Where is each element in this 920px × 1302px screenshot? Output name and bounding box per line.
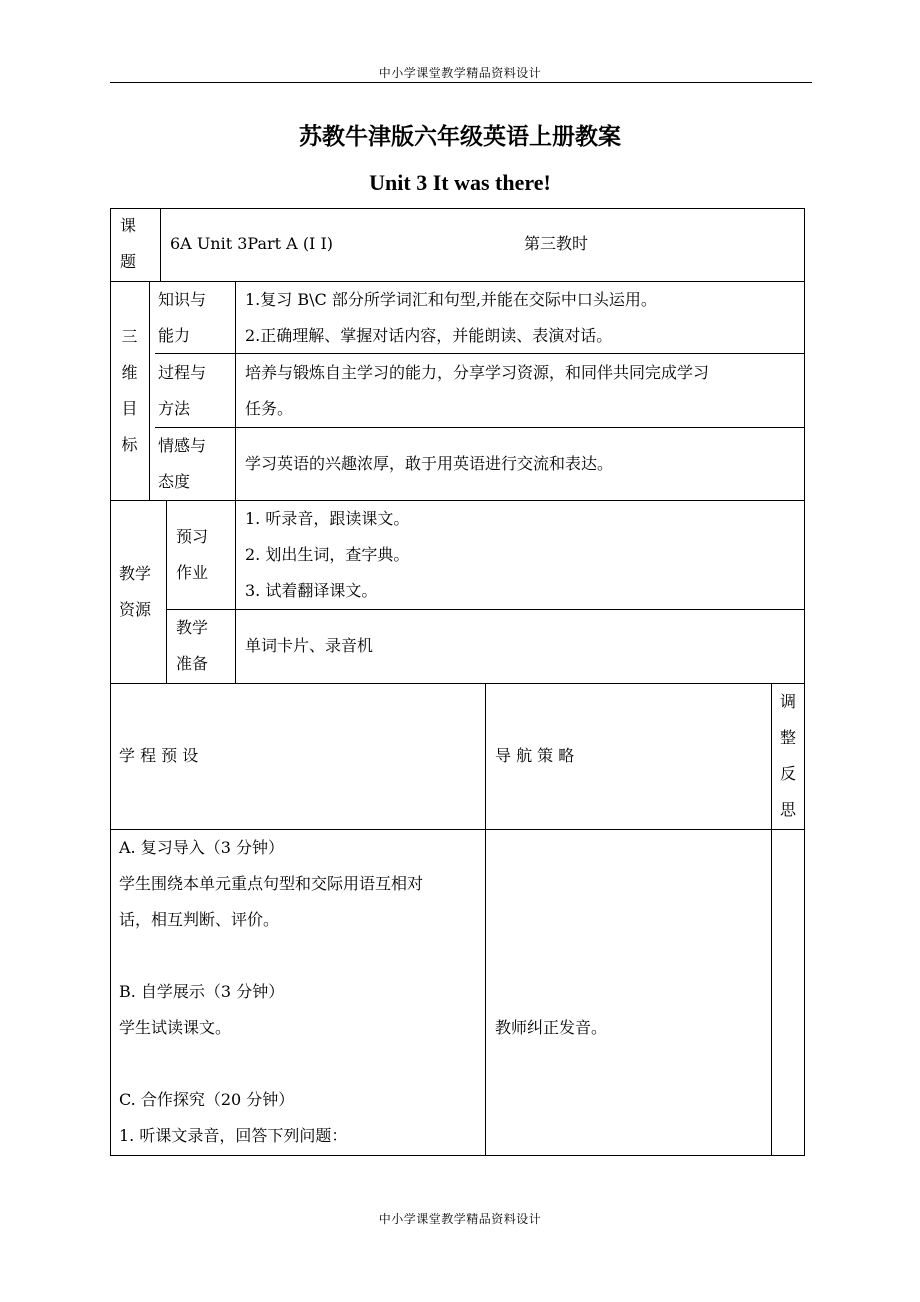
table-rule	[166, 609, 805, 610]
objective-label-process: 过程与 方法	[158, 363, 207, 418]
table-rule	[235, 281, 236, 500]
table-rule	[804, 208, 805, 1156]
table-rule	[160, 208, 161, 281]
lesson-plan-table	[110, 208, 805, 1156]
table-rule	[110, 683, 805, 684]
objective-content-emotion: 学习英语的兴趣浓厚，敢于用英语进行交流和表达。	[245, 454, 614, 473]
table-rule	[166, 500, 167, 683]
resource-label-prep: 教学 准备	[176, 618, 209, 673]
table-rule	[235, 500, 236, 683]
objectives-label: 三 维 目 标	[121, 327, 138, 454]
objective-content-process: 培养与锻炼自主学习的能力，分享学习资源，和同伴共同完成学习 任务。	[245, 363, 710, 418]
topic-value: 6A Unit 3Part A (I I)	[170, 234, 334, 253]
objective-label-knowledge: 知识与 能力	[158, 290, 207, 345]
document-title-cn: 苏教牛津版六年级英语上册教案	[299, 124, 621, 150]
table-rule	[149, 281, 150, 500]
table-rule	[110, 500, 805, 501]
page-header: 中小学课堂教学精品资料设计	[378, 66, 542, 80]
table-rule	[110, 208, 805, 209]
plan-header-strategy: 导 航 策 略	[495, 746, 575, 765]
plan-header-reflection: 调 整 反 思	[779, 692, 796, 819]
plan-strategy-body: 教师纠正发音。	[495, 1018, 608, 1037]
resources-label: 教学 资源	[119, 564, 152, 619]
plan-process-body: A. 复习导入（3 分钟） 学生围绕本单元重点句型和交际用语互相对 话，相互判断、评价。 B. 自学展示（3 分钟） 学生试读课文。 C. 合作探究（20 分钟） 1. 听课文录音，回答下列问题：	[119, 838, 424, 1145]
resource-label-preview: 预习 作业	[176, 527, 209, 582]
topic-label: 课 题	[119, 216, 136, 271]
objective-label-emotion: 情感与 态度	[158, 436, 207, 491]
table-rule	[155, 427, 805, 428]
resource-content-prep: 单词卡片、录音机	[245, 636, 374, 655]
table-rule	[110, 1155, 805, 1156]
header-rule	[110, 82, 812, 83]
document-title-en: Unit 3 It was there!	[369, 170, 551, 195]
page-footer: 中小学课堂教学精品资料设计	[378, 1212, 542, 1226]
objective-content-knowledge: 1.复习 B\C 部分所学词汇和句型,并能在交际中口头运用。 2.正确理解、掌握对话内容，并能朗读、表演对话。	[245, 290, 657, 345]
resource-content-preview: 1. 听录音，跟读课文。 2. 划出生词，查字典。 3. 试着翻译课文。	[245, 509, 410, 600]
table-rule	[485, 683, 486, 1156]
topic-period: 第三教时	[524, 234, 589, 253]
plan-header-process: 学 程 预 设	[119, 746, 199, 765]
